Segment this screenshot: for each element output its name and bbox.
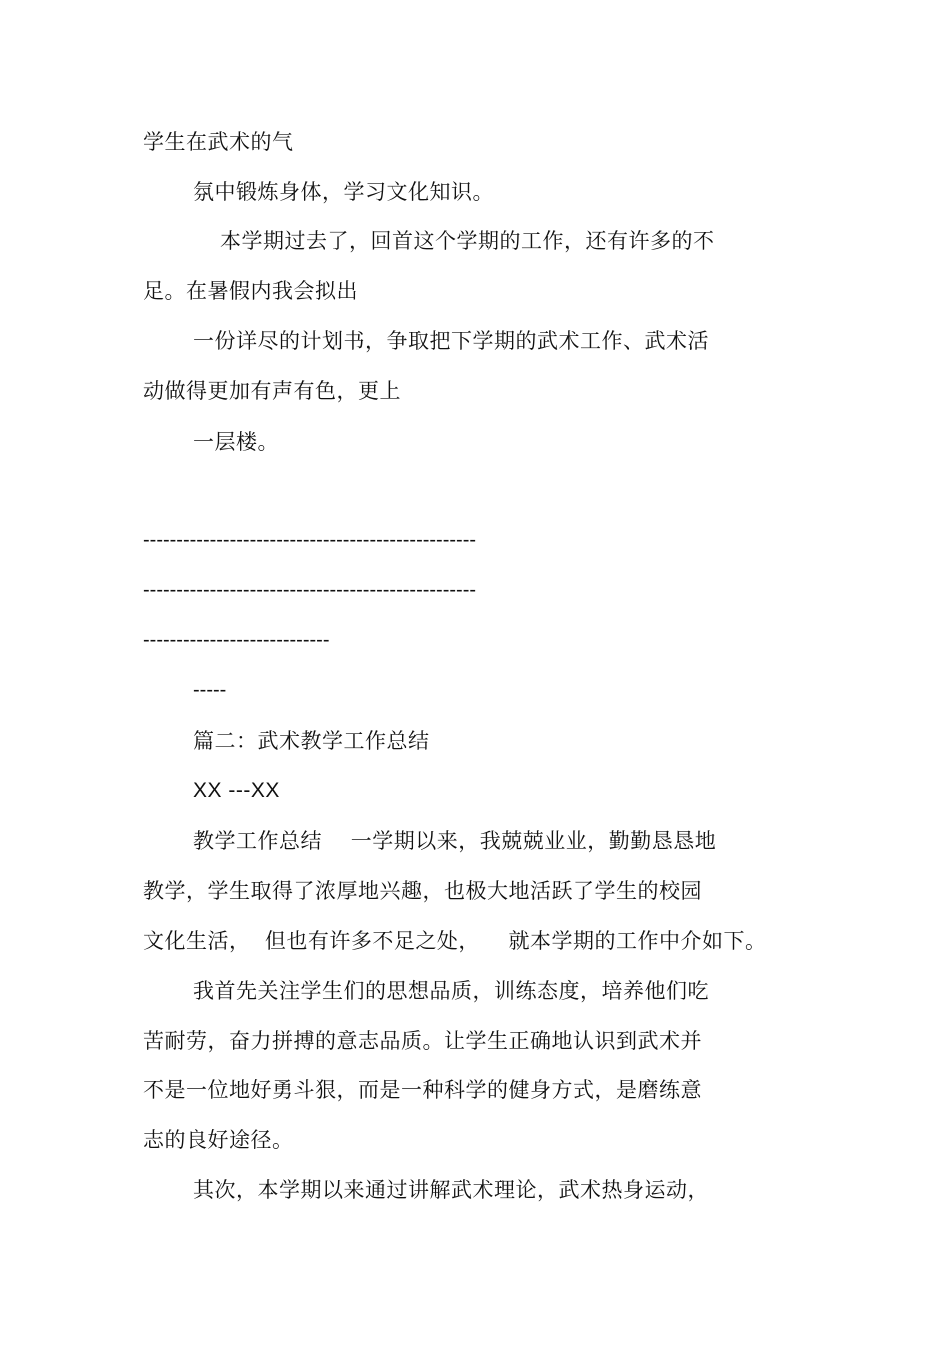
body-line: 志的良好途径。 [143,1128,294,1152]
separator-line: ---------------------------- [143,629,330,651]
text-line: 学生在武术的气 [143,130,294,154]
date-line: XX ---XX [193,779,280,802]
text-line: 足。在暑假内我会拟出 [143,279,358,303]
separator-line: ----- [193,679,227,701]
body-line: 其次，本学期以来通过讲解武术理论，武术热身运动， [193,1178,709,1202]
section-title: 篇二：武术教学工作总结 [193,729,430,753]
text-line: 氛中锻炼身体，学习文化知识。 [193,180,494,204]
text-line: 本学期过去了，回首这个学期的工作，还有许多的不 [220,229,715,253]
text-line: 一层楼。 [193,430,279,454]
text-line: 一份详尽的计划书，争取把下学期的武术工作、武术活 [193,329,709,353]
separator-line: -------------------------------------------------- [143,529,477,551]
text-line: 动做得更加有声有色，更上 [143,379,401,403]
body-line: 教学，学生取得了浓厚地兴趣，也极大地活跃了学生的校园 [143,879,702,903]
body-line: 不是一位地好勇斗狠，而是一种科学的健身方式，是磨练意 [143,1078,702,1102]
separator-line: -------------------------------------------------- [143,579,477,601]
body-line: 文化生活， 但也有许多不足之处， 就本学期的工作中介如下。 [143,929,767,953]
body-line: 教学工作总结 一学期以来，我兢兢业业，勤勤恳恳地 [193,829,717,853]
body-line: 苦耐劳，奋力拼搏的意志品质。让学生正确地认识到武术并 [143,1029,702,1053]
body-line: 我首先关注学生们的思想品质，训练态度，培养他们吃 [193,979,709,1003]
